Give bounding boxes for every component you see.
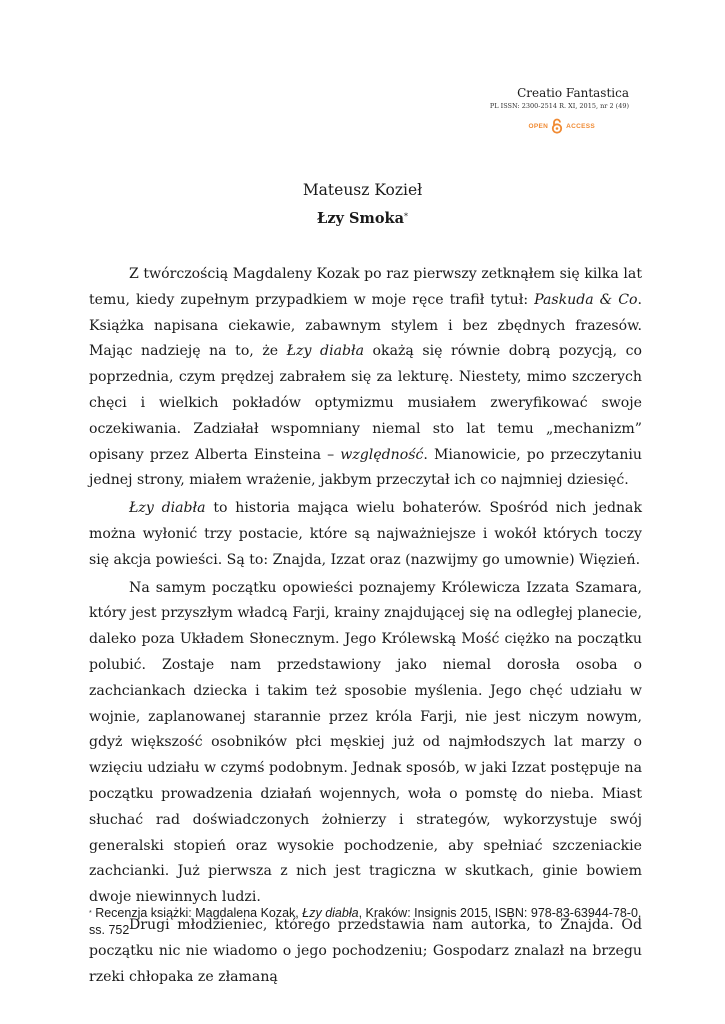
footnote bbox=[89, 905, 647, 939]
open-access-left-label: OPEN bbox=[528, 122, 549, 130]
text-run: . Mianowicie, po przeczytaniu jednej strony, miałem wrażenie, jakbym przeczytał ich co najmniej dziesięć. bbox=[89, 446, 642, 489]
open-access-right-label: ACCESS bbox=[566, 122, 595, 130]
open-access-badge bbox=[528, 118, 595, 134]
journal-issn: PL ISSN: 2300-2514 R. XI, 2015, nr 2 (49) bbox=[489, 102, 629, 110]
author-name: Mateusz Kozieł bbox=[302, 181, 423, 199]
body-paragraph bbox=[89, 262, 642, 494]
text-run: Recenzja książki: Magdalena Kozak, bbox=[91, 906, 303, 920]
text-run: to historia mająca wielu bohaterów. Spośród nich jednak można wyłonić trzy postacie, które są najważniejsze i wokół których toczy się akcja powieści. Są to: Znajda, Izzat oraz (nazwijmy go umownie) Więzień. bbox=[89, 500, 642, 568]
article-body bbox=[89, 262, 642, 990]
journal-title: Creatio Fantastica bbox=[517, 86, 629, 100]
journal-header bbox=[329, 86, 629, 112]
body-paragraph bbox=[89, 576, 642, 911]
article-title-text: Łzy Smoka bbox=[317, 210, 404, 227]
italic-run: Paskuda & Co bbox=[534, 291, 638, 308]
text-run: okażą się równie dobrą pozycją, co poprzednia, czym prędzej zabrałem się za lekturę. Niestety, mimo szczerych chęci i wielkich pokładów optymizmu musiałem zweryfikować swoje oczekiwania. Zadziałał wspomniany niemal sto lat temu „mechanizm” opisany przez Alberta Einsteina – bbox=[89, 343, 642, 463]
footnote-mark: * bbox=[89, 910, 92, 917]
text-run: , Kraków: Insignis 2015, ISBN: 978-83-63944-78-0, ss. 752 bbox=[89, 906, 642, 937]
italic-run: względność bbox=[340, 446, 424, 463]
italic-run: Łzy diabła bbox=[302, 906, 359, 920]
text-run: Drugi młodzieniec, którego przedstawia nam autorka, to Znajda. Od początku nic nie wiadomo o jego pochodzeniu; Gospodarz znalazł na brzegu rzeki chłopaka ze złamaną bbox=[89, 916, 642, 985]
italic-run: Łzy diabła bbox=[286, 343, 364, 360]
body-paragraph bbox=[89, 496, 642, 573]
title-footnote-mark: * bbox=[403, 212, 408, 221]
italic-run: Łzy diabła bbox=[129, 500, 206, 517]
article-title bbox=[0, 209, 725, 229]
text-run: . Książka napisana ciekawie, zabawnym stylem i bez zbędnych frazesów. Mając nadzieję na to, że bbox=[89, 291, 642, 360]
text-run: Z twórczością Magdaleny Kozak po raz pierwszy zetknąłem się kilka lat temu, kiedy zupełnym przypadkiem w moje ręce trafił tytuł: bbox=[89, 266, 642, 308]
text-run: Na samym początku opowieści poznajemy Królewicza Izzata Szamara, który jest przyszłym władcą Farji, krainy znajdującej się na odległej planecie, daleko poza Układem Słonecznym. Jego Królewską Mość ciężko na początku polubić. Zostaje nam przedstawiony jako niemal dorosła osoba o zachciankach dziecka i takim też sposobie myślenia. Jego chęć udziału w wojnie, zaplanowanej starannie przez króla Farji, nie jest niczym nowym, gdyż większość osobników płci męskiej już od najmłodszych lat marzy o wzięciu udziału w czymś podobnym. Jednak sposób, w jaki Izzat postępuje na początku prowadzenia działań wojennych, woła o pomstę do nieba. Miast słuchać rad doświadczonych żołnierzy i strategów, wykorzystuje swój generalski stopień oraz wysokie pochodzenie, aby spełniać szczeniackie zachcianki. Już pierwsza z nich jest tragiczna w skutkach, ginie bowiem dwoje niewinnych ludzi. bbox=[89, 579, 642, 906]
open-access-lock-icon bbox=[551, 118, 563, 134]
